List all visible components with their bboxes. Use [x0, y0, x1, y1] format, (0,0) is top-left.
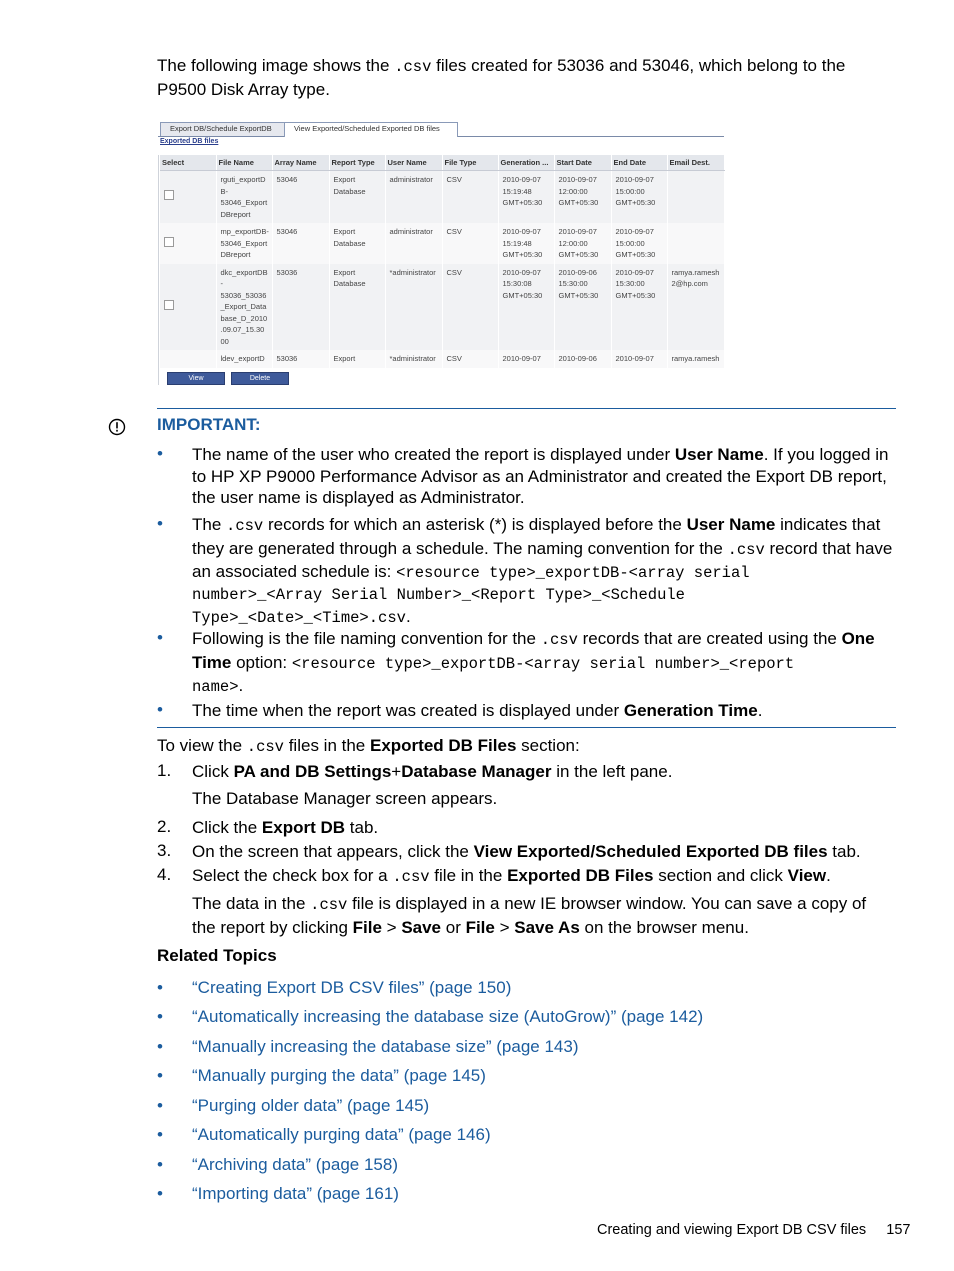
step-2: Click the Export DB tab. [192, 818, 379, 837]
cell-generation: 2010-09-07 15:19:48 GMT+05:30 [498, 171, 554, 224]
step-3: On the screen that appears, click the View Exported/Scheduled Exported DB files tab. [192, 842, 861, 861]
intro-paragraph: The following image shows the .csv files created for 53036 and 53046, which belong to the P9500 Disk Array type. [157, 56, 846, 99]
bullet-icon: • [157, 1066, 163, 1085]
cell-file: ldev_exportD [216, 350, 272, 368]
cell-array: 53046 [272, 171, 329, 224]
related-link[interactable]: “Automatically purging data” (page 146) [192, 1125, 491, 1144]
cell-generation: 2010-09-07 [498, 350, 554, 368]
view-button[interactable]: View [167, 372, 225, 385]
cell-end: 2010-09-07 15:00:00 GMT+05:30 [611, 171, 667, 224]
bullet-icon: • [157, 444, 163, 463]
table-row [160, 350, 724, 368]
cell-start: 2010-09-06 15:30:00 GMT+05:30 [554, 264, 611, 351]
related-link[interactable]: “Automatically increasing the database size (AutoGrow)” (page 142) [192, 1007, 704, 1026]
panel-border [158, 155, 159, 385]
cell-user: *administrator [385, 350, 442, 368]
page-number: 157 [886, 1222, 911, 1238]
files-table [160, 155, 725, 368]
cell-report: Export Database [329, 223, 385, 264]
related-link[interactable]: “Creating Export DB CSV files” (page 150) [192, 978, 512, 997]
table-row [160, 171, 724, 224]
important-bullet-2: The .csv records for which an asterisk (*) is displayed before the User Name indicates that they are generated through a schedule. The naming convention for the .csv record that have an associated schedule is: <resource type>_exportDB-<array serial number>_<Array Serial Number>_<Report Type>_<Schedule Type>_<Date>_<Time>.csv. [192, 515, 893, 627]
cell-report: Export [329, 350, 385, 368]
row-checkbox[interactable] [164, 237, 174, 247]
cell-report: Export Database [329, 264, 385, 351]
cell-email [667, 223, 724, 264]
step-1: Click PA and DB Settings+Database Manager in the left pane. [192, 762, 673, 781]
cell-generation: 2010-09-07 15:30:08 GMT+05:30 [498, 264, 554, 351]
col-array-name[interactable]: Array Name [272, 155, 329, 171]
step-number: 4. [157, 865, 172, 884]
section-title: Exported DB files [160, 138, 219, 145]
cell-file: mp_exportDB- 53046_Export DBreport [216, 223, 272, 264]
important-icon [108, 418, 126, 441]
col-report-type[interactable]: Report Type [329, 155, 385, 171]
cell-type: CSV [442, 350, 498, 368]
cell-generation: 2010-09-07 15:19:48 GMT+05:30 [498, 223, 554, 264]
col-start-date[interactable]: Start Date [554, 155, 611, 171]
tab-view-exported[interactable]: View Exported/Scheduled Exported DB files [284, 122, 458, 137]
bullet-icon: • [157, 628, 163, 647]
col-file-type[interactable]: File Type [442, 155, 498, 171]
cell-file: rguti_exportD B- 53046_Export DBreport [216, 171, 272, 224]
important-bullet-1: The name of the user who created the report is displayed under User Name. If you logged in to HP XP P9000 Performance Advisor as an Administrator and created the Export DB report, the user name is displayed as Administrator. [192, 445, 889, 507]
important-bottom-rule [157, 727, 896, 728]
tab-bar [158, 122, 724, 137]
bullet-icon: • [157, 1096, 163, 1115]
cell-email: ramya.ramesh 2@hp.com [667, 264, 724, 351]
step-4-result: The data in the .csv file is displayed in a new IE browser window. You can save a copy of the report by clicking File > Save or File > Save As on the browser menu. [192, 894, 867, 937]
footer-title: Creating and viewing Export DB CSV files [597, 1222, 867, 1238]
col-select[interactable]: Select [160, 155, 216, 171]
cell-file: dkc_exportDB - 53036_53036 _Export_Data base_D_2010 .09.07_15.30 00 [216, 264, 272, 351]
important-bullet-4: The time when the report was created is displayed under Generation Time. [192, 701, 763, 720]
cell-type: CSV [442, 171, 498, 224]
cell-end: 2010-09-07 [611, 350, 667, 368]
view-intro: To view the .csv files in the Exported DB Files section: [157, 736, 580, 756]
important-bullet-3: Following is the file naming convention for the .csv records that are created using the One Time option: <resource type>_exportDB-<array serial number>_<report name>. [192, 629, 875, 696]
related-link[interactable]: “Importing data” (page 161) [192, 1184, 399, 1203]
related-link[interactable]: “Manually purging the data” (page 145) [192, 1066, 486, 1085]
cell-user: administrator [385, 171, 442, 224]
bullet-icon: • [157, 1037, 163, 1056]
bullet-icon: • [157, 1125, 163, 1144]
bullet-icon: • [157, 1184, 163, 1203]
cell-array: 53046 [272, 223, 329, 264]
bullet-icon: • [157, 514, 163, 533]
cell-email [667, 171, 724, 224]
cell-report: Export Database [329, 171, 385, 224]
cell-user: administrator [385, 223, 442, 264]
cell-type: CSV [442, 264, 498, 351]
table-row [160, 264, 724, 351]
cell-array: 53036 [272, 264, 329, 351]
step-4: Select the check box for a .csv file in the Exported DB Files section and click View. [192, 866, 831, 886]
related-topics-heading: Related Topics [157, 946, 277, 965]
col-email[interactable]: Email Dest. [667, 155, 724, 171]
cell-start: 2010-09-06 [554, 350, 611, 368]
col-file-name[interactable]: File Name [216, 155, 272, 171]
row-checkbox[interactable] [164, 190, 174, 200]
step-number: 3. [157, 841, 172, 860]
table-row [160, 223, 724, 264]
exported-db-files-screenshot [158, 120, 724, 386]
bullet-icon: • [157, 1155, 163, 1174]
important-top-rule [157, 408, 896, 409]
cell-type: CSV [442, 223, 498, 264]
col-generation[interactable]: Generation ... [498, 155, 554, 171]
cell-user: *administrator [385, 264, 442, 351]
important-label: IMPORTANT: [157, 415, 261, 434]
tab-export-db[interactable]: Export DB/Schedule ExportDB [160, 122, 286, 136]
step-number: 2. [157, 817, 172, 836]
bullet-icon: • [157, 1007, 163, 1026]
bullet-icon: • [157, 978, 163, 997]
related-link[interactable]: “Manually increasing the database size” (page 143) [192, 1037, 579, 1056]
table-header [160, 155, 724, 171]
cell-email: ramya.ramesh [667, 350, 724, 368]
step-1-result: The Database Manager screen appears. [192, 789, 498, 808]
step-number: 1. [157, 761, 172, 780]
row-checkbox[interactable] [164, 300, 174, 310]
cell-start: 2010-09-07 12:00:00 GMT+05:30 [554, 171, 611, 224]
related-link[interactable]: “Purging older data” (page 145) [192, 1096, 430, 1115]
cell-end: 2010-09-07 15:00:00 GMT+05:30 [611, 223, 667, 264]
bullet-icon: • [157, 700, 163, 719]
footer [597, 1222, 910, 1238]
cell-start: 2010-09-07 12:00:00 GMT+05:30 [554, 223, 611, 264]
delete-button[interactable]: Delete [231, 372, 289, 385]
cell-end: 2010-09-07 15:30:00 GMT+05:30 [611, 264, 667, 351]
col-user-name[interactable]: User Name [385, 155, 442, 171]
col-end-date[interactable]: End Date [611, 155, 667, 171]
cell-array: 53036 [272, 350, 329, 368]
related-link[interactable]: “Archiving data” (page 158) [192, 1155, 399, 1174]
